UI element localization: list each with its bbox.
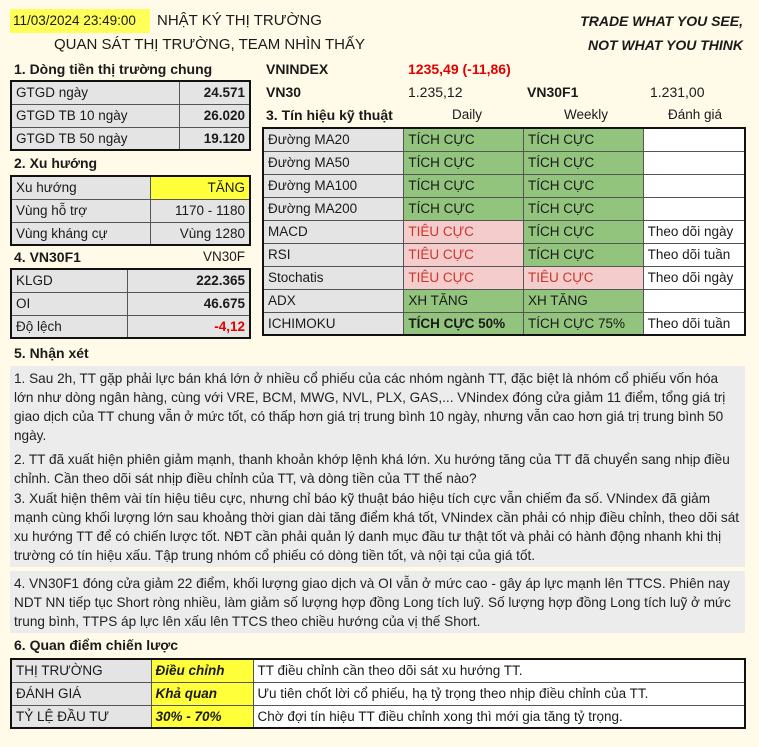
weekly-signal: XH TĂNG [524,289,644,312]
daily-signal: TÍCH CỰC [404,197,524,220]
table-row [11,682,745,705]
indicator-name: Đường MA20 [263,128,404,151]
eval-cell: Theo dõi tuần [643,243,745,266]
daily-signal: TÍCH CỰC [404,174,524,197]
report-subtitle: QUAN SÁT THỊ TRƯỜNG, TEAM NHÌN THẤY [54,36,365,53]
resistance-value: Vùng 1280 [150,222,250,245]
weekly-signal: TÍCH CỰC [524,151,644,174]
section4-subtitle: VN30F [203,249,246,264]
table-row [11,176,250,199]
table-row [263,151,745,174]
table-row [11,222,250,245]
klgd-value: 222.365 [127,269,250,292]
indicator-name: Stochatis [263,266,404,289]
flow-label: GTGD TB 10 ngày [11,104,179,127]
market-flow-table [10,80,251,151]
col-weekly-header: Weekly [563,107,608,122]
oi-value: 46.675 [127,292,250,315]
eval-cell: Theo dõi tuần [643,312,745,335]
resistance-label: Vùng kháng cự [11,222,150,245]
comment-paragraph-4: 4. VN30F1 đóng cửa giảm 22 điểm, khối lượng giao dịch và OI vẫn ở mức cao - gây áp lực mạnh lên TTCS. Phiên nay NDT NN tiếp tục Short ròng nhiều, làm giảm số lượng hợp đồng Long tích luỹ. Số lượng hợp đồng Long tích luỹ ở mức trung bình, TTPS áp lực lên xấu lên TTCS theo chiều hướng của vị thế Short. [10,571,745,633]
weekly-signal: TÍCH CỰC [524,220,644,243]
report-title: NHẬT KÝ THỊ TRƯỜNG [157,12,322,29]
table-row [11,81,250,104]
section5-title: 5. Nhận xét [14,345,89,361]
indicator-name: ICHIMOKU [263,312,404,335]
eval-cell: Theo dõi ngày [643,220,745,243]
trend-label: Xu hướng [11,176,150,199]
flow-label: GTGD ngày [11,81,179,104]
table-row [263,266,745,289]
deviation-label: Độ lệch [11,315,127,338]
strategy-desc: TT điều chỉnh cần theo dõi sát xu hướng TT. [253,659,745,682]
strategy-value: Khả quan [151,682,253,705]
weekly-signal: TÍCH CỰC [524,243,644,266]
weekly-signal: TÍCH CỰC 75% [524,312,644,335]
strategy-table [10,658,746,729]
table-row [11,705,745,728]
eval-cell: Theo dõi ngày [643,266,745,289]
daily-signal: XH TĂNG [404,289,524,312]
daily-signal: TÍCH CỰC [404,128,524,151]
report-datetime: 11/03/2024 23:49:00 [10,9,150,33]
weekly-signal: TÍCH CỰC [524,174,644,197]
col-daily-header: Daily [451,107,482,122]
comment-paragraph-1: 1. Sau 2h, TT gặp phải lực bán khá lớn ở nhiều cổ phiếu của các nhóm ngành TT, đặc biệt là nhóm cổ phiếu vốn hóa lớn như dòng ngân hàng, cùng với VRE, BCM, MWG, NVL, PLX, GAS,... VNindex đóng cửa giảm 11 điểm, tổng giá trị giao dịch của TT chung vẫn ở mức tốt, có thấp hơn giá trị trung bình 10 ngày, nhưng vẫn cao hơn giá trị trung bình 50 ngày. [10,366,745,447]
daily-signal: TIÊU CỰC [404,266,524,289]
table-row [263,289,745,312]
indicator-name: Đường MA100 [263,174,404,197]
vnindex-value: 1235,49 (-11,86) [408,61,511,77]
indicator-name: Đường MA50 [263,151,404,174]
klgd-label: KLGD [11,269,127,292]
flow-value: 26.020 [179,104,250,127]
table-row [11,269,250,292]
section1-title: 1. Dòng tiền thị trường chung [14,61,213,77]
table-row [11,292,250,315]
eval-cell [643,174,745,197]
flow-label: GTGD TB 50 ngày [11,127,179,150]
strategy-desc: Chờ đợi tín hiệu TT điều chỉnh xong thì mới gia tăng tỷ trọng. [253,705,745,728]
daily-signal: TIÊU CỰC [404,220,524,243]
deviation-value: -4,12 [127,315,250,338]
strategy-value: 30% - 70% [151,705,253,728]
motto-line-1: TRADE WHAT YOU SEE, [580,13,743,29]
indicator-name: ADX [263,289,404,312]
table-row [263,197,745,220]
weekly-signal: TÍCH CỰC [524,128,644,151]
vnindex-label: VNINDEX [266,61,329,77]
eval-cell [643,128,745,151]
indicator-name: MACD [263,220,404,243]
vn30f1-table [10,268,251,339]
table-row [11,127,250,150]
section3-title: 3. Tín hiệu kỹ thuật [266,107,393,123]
table-row [263,128,745,151]
daily-signal: TÍCH CỰC [404,151,524,174]
section6-title: 6. Quan điểm chiến lược [14,637,179,653]
strategy-label: TỶ LỆ ĐẦU TƯ [11,705,151,728]
daily-signal: TIÊU CỰC [404,243,524,266]
tech-signal-table [262,127,746,336]
strategy-label: ĐÁNH GIÁ [11,682,151,705]
eval-cell [643,197,745,220]
section4-title: 4. VN30F1 [14,249,81,265]
flow-value: 19.120 [179,127,250,150]
support-label: Vùng hỗ trợ [11,199,150,222]
flow-value: 24.571 [179,81,250,104]
vn30-value: 1.235,12 [408,84,463,100]
table-row [263,174,745,197]
table-row [11,104,250,127]
indicator-name: RSI [263,243,404,266]
eval-cell [643,289,745,312]
motto-line-2: NOT WHAT YOU THINK [587,37,743,53]
oi-label: OI [11,292,127,315]
weekly-signal: TIÊU CỰC [524,266,644,289]
table-row [11,659,745,682]
comment-paragraph-3: 3. Xuất hiện thêm vài tín hiệu tiêu cực, nhưng chỉ báo kỹ thuật báo hiệu tích cực vẫn chiếm đa số. VNindex đã giảm mạnh cùng khối lượng lớn sau khoảng thời gian dài tăng điểm khá tốt, VNindex cần phải có nhịp điều chỉnh, theo dõi sát xu hướng TT để có chiến lược tốt. NĐT cần phải quản lý danh mục đầu tư thật tốt và phải có hành động nhanh khi thị trường có tín hiệu xấu. Tập trung nhóm cổ phiếu có dòng tiền tốt, và nội tại của giá tốt. [10,486,745,567]
col-eval-header: Đánh giá [667,107,723,122]
weekly-signal: TÍCH CỰC [524,197,644,220]
table-row [263,220,745,243]
eval-cell [643,151,745,174]
vn30-label: VN30 [266,84,302,100]
daily-signal: TÍCH CỰC 50% [404,312,524,335]
table-row [263,243,745,266]
vn30f1-value: 1.231,00 [650,84,705,100]
support-value: 1170 - 1180 [150,199,250,222]
trend-table [10,175,251,246]
table-row [11,315,250,338]
table-row [263,312,745,335]
indicator-name: Đường MA200 [263,197,404,220]
strategy-label: THỊ TRƯỜNG [11,659,151,682]
strategy-desc: Ưu tiên chốt lời cổ phiếu, hạ tỷ trọng theo nhịp điều chỉnh của TT. [253,682,745,705]
table-row [11,199,250,222]
strategy-value: Điều chỉnh [151,659,253,682]
section2-title: 2. Xu hướng [14,155,98,171]
trend-value: TĂNG [150,176,250,199]
vn30f1-label: VN30F1 [527,84,579,100]
comment-paragraph-2: 2. TT đã xuất hiện phiên giảm mạnh, thanh khoản khớp lệnh khá lớn. Xu hướng tăng của TT đã chuyển sang nhịp điều chỉnh. Cần theo dõi sát nhịp điều chỉnh của TT, và dòng tiền của TT thế nào? [10,447,745,490]
